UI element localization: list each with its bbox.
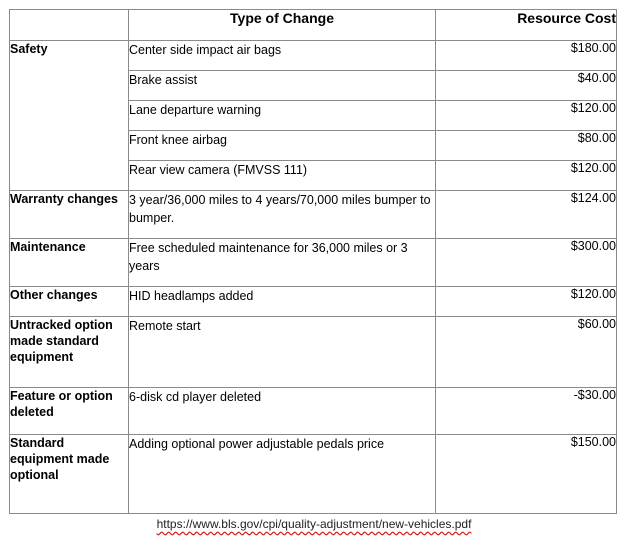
- change-cell: Lane departure warning: [129, 101, 436, 131]
- change-cell: Free scheduled maintenance for 36,000 miles or 3 years: [129, 239, 436, 287]
- table-row: [10, 191, 617, 239]
- source-link[interactable]: [0, 517, 628, 531]
- table-row: [10, 239, 617, 287]
- cost-cell: -$30.00: [436, 388, 617, 435]
- category-other-changes: Other changes: [10, 287, 129, 317]
- cost-cell: $180.00: [436, 41, 617, 71]
- category-safety: Safety: [10, 41, 129, 191]
- cost-cell: $300.00: [436, 239, 617, 287]
- category-warranty-changes: Warranty changes: [10, 191, 129, 239]
- source-url-text[interactable]: https://www.bls.gov/cpi/quality-adjustment/new-vehicles.pdf: [156, 517, 472, 531]
- change-cell: 3 year/36,000 miles to 4 years/70,000 miles bumper to bumper.: [129, 191, 436, 239]
- change-cell: Front knee airbag: [129, 131, 436, 161]
- table-header-row: [10, 10, 617, 41]
- header-resource-cost: Resource Cost: [436, 10, 617, 41]
- change-cell: 6-disk cd player deleted: [129, 388, 436, 435]
- cost-cell: $124.00: [436, 191, 617, 239]
- change-cell: Center side impact air bags: [129, 41, 436, 71]
- category-untracked-option: Untracked option made standard equipment: [10, 317, 129, 388]
- cost-cell: $120.00: [436, 161, 617, 191]
- table-row: [10, 287, 617, 317]
- change-cell: HID headlamps added: [129, 287, 436, 317]
- table-row: [10, 317, 617, 388]
- header-category: [10, 10, 129, 41]
- cost-cell: $120.00: [436, 101, 617, 131]
- cost-cell: $40.00: [436, 71, 617, 101]
- cost-cell: $150.00: [436, 435, 617, 514]
- table-row: [10, 388, 617, 435]
- change-cell: Remote start: [129, 317, 436, 388]
- change-cell: Brake assist: [129, 71, 436, 101]
- change-cell: Adding optional power adjustable pedals price: [129, 435, 436, 514]
- cost-cell: $120.00: [436, 287, 617, 317]
- category-maintenance: Maintenance: [10, 239, 129, 287]
- header-type-of-change: Type of Change: [129, 10, 436, 41]
- cost-cell: $60.00: [436, 317, 617, 388]
- change-cell: Rear view camera (FMVSS 111): [129, 161, 436, 191]
- category-standard-made-optional: Standard equipment made optional: [10, 435, 129, 514]
- cost-cell: $80.00: [436, 131, 617, 161]
- table-row: [10, 435, 617, 514]
- table-row: [10, 41, 617, 71]
- category-feature-deleted: Feature or option deleted: [10, 388, 129, 435]
- vehicle-quality-adjustment-table: [9, 9, 617, 514]
